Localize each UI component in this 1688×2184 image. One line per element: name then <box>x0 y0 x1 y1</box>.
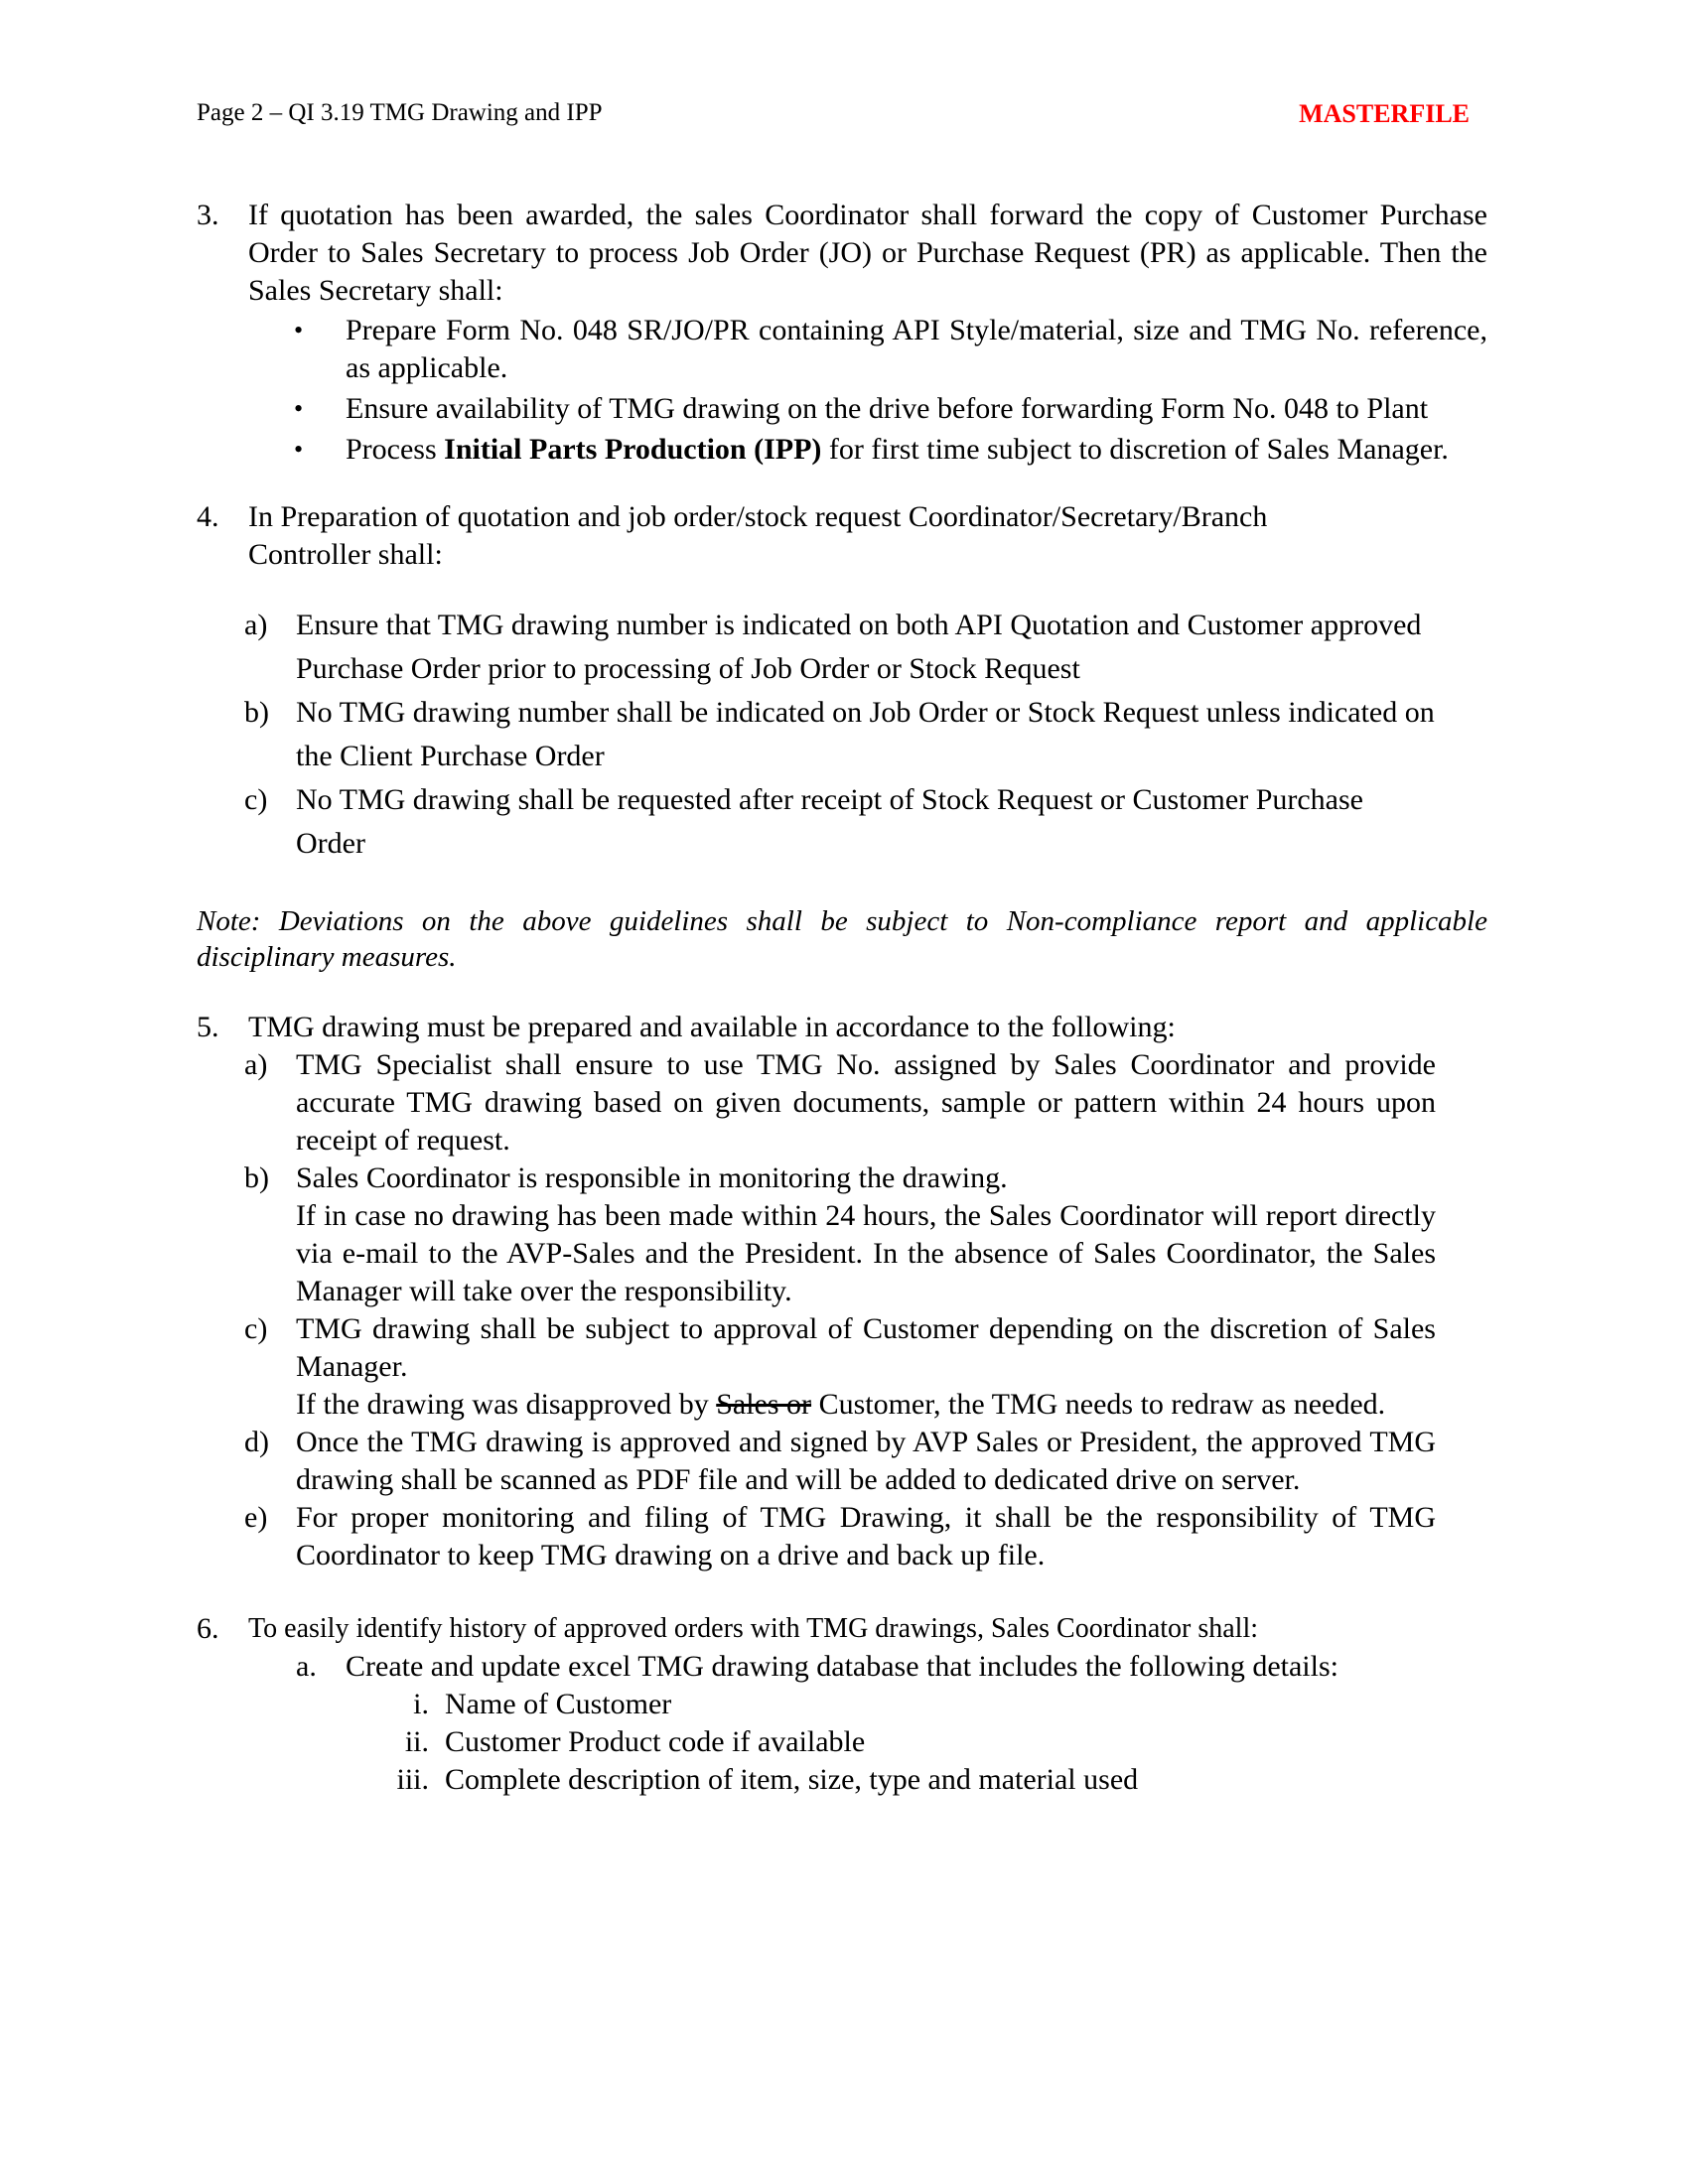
sub-item <box>197 1046 1487 1160</box>
sub-item-text: Ensure that TMG drawing number is indicated on both API Quotation and Customer approved Purchase Order prior to processing of Job Order or Stock Request <box>296 609 1422 685</box>
roman-text: Customer Product code if available <box>445 1725 866 1758</box>
struck-text: Sales or <box>716 1388 812 1421</box>
sub-item <box>197 1648 1487 1686</box>
bullet-item <box>248 431 1487 469</box>
masterfile-label: MASTERFILE <box>1299 99 1470 128</box>
text-pre: If the drawing was disapproved by <box>296 1388 717 1421</box>
bullet-item <box>248 390 1487 428</box>
item-text: To easily identify history of approved orders with TMG drawings, Sales Coordinator shall: <box>248 1613 1259 1644</box>
sub-item <box>197 604 1487 691</box>
roman-label: ii. <box>404 1725 429 1758</box>
sub-item-label: d) <box>244 1426 269 1458</box>
roman-text: Name of Customer <box>445 1688 672 1720</box>
sub-item-text <box>296 1386 1436 1424</box>
roman-item <box>197 1723 1487 1761</box>
item-number: 4. <box>197 500 219 533</box>
item-number: 6. <box>197 1612 219 1645</box>
bullet-text-post: for first time subject to discretion of Sales Manager. <box>821 433 1449 466</box>
sub-item-text: No TMG drawing number shall be indicated on Job Order or Stock Request unless indicated on the Client Purchase Order <box>296 696 1435 772</box>
roman-text: Complete description of item, size, type and material used <box>445 1763 1139 1796</box>
page-header <box>197 99 1470 139</box>
roman-label: i. <box>413 1688 429 1720</box>
sub-item-text: For proper monitoring and filing of TMG Drawing, it shall be the responsibility of TMG Coordinator to keep TMG drawing on a drive and back up file. <box>296 1501 1436 1571</box>
item-number: 3. <box>197 199 219 231</box>
bullet-text-pre: Process <box>346 433 445 466</box>
sub-item-label: a) <box>244 1048 268 1081</box>
sub-item <box>197 778 1487 866</box>
roman-label: iii. <box>396 1763 429 1796</box>
bullet-text: Ensure availability of TMG drawing on the drive before forwarding Form No. 048 to Plant <box>346 392 1429 425</box>
item-text: If quotation has been awarded, the sales Coordinator shall forward the copy of Customer Purchase Order to Sales Secretary to process Job Order (JO) or Purchase Request (PR) as applicable. Then the Sales Secretary shall: <box>248 199 1487 307</box>
sub-item <box>197 691 1487 778</box>
bullet-icon: • <box>294 316 304 344</box>
sub-item-label: b) <box>244 696 269 729</box>
sub-item-label: c) <box>244 1312 268 1345</box>
sub-list <box>197 604 1487 866</box>
sub-item-text: TMG drawing shall be subject to approval of Customer depending on the discretion of Sales Manager. <box>296 1312 1436 1383</box>
item-number: 5. <box>197 1011 219 1043</box>
sub-item-label: a) <box>244 609 268 641</box>
item-text-line-2: Controller shall: <box>248 538 443 571</box>
bullet-icon: • <box>294 394 304 423</box>
sub-item-text: TMG Specialist shall ensure to use TMG No. assigned by Sales Coordinator and provide accurate TMG drawing based on given documents, sample or pattern within 24 hours upon receipt of request. <box>296 1048 1436 1157</box>
roman-item <box>197 1761 1487 1799</box>
bullet-text: Prepare Form No. 048 SR/JO/PR containing API Style/material, size and TMG No. reference, as applicable. <box>346 314 1487 384</box>
text-post: Customer, the TMG needs to redraw as needed. <box>811 1388 1386 1421</box>
sub-item-text: No TMG drawing shall be requested after receipt of Stock Request or Customer Purchase Order <box>296 783 1363 860</box>
document-body <box>197 197 1487 1799</box>
sub-item-text: Once the TMG drawing is approved and signed by AVP Sales or President, the approved TMG drawing shall be scanned as PDF file and will be added to dedicated drive on server. <box>296 1426 1436 1496</box>
sub-list <box>197 1648 1487 1799</box>
header-page-title: Page 2 – QI 3.19 TMG Drawing and IPP <box>197 99 603 126</box>
list-item-3 <box>197 197 1487 310</box>
sub-item <box>197 1424 1487 1499</box>
list-item-5 <box>197 1009 1487 1046</box>
sub-item-label: e) <box>244 1501 268 1534</box>
sub-item <box>197 1499 1487 1574</box>
item-text: TMG drawing must be prepared and available in accordance to the following: <box>248 1011 1176 1043</box>
sub-item <box>197 1310 1487 1424</box>
bullet-text-bold: Initial Parts Production (IPP) <box>444 433 822 466</box>
bullet-icon: • <box>294 435 304 464</box>
list-item-4 <box>197 498 1487 574</box>
list-item-6 <box>197 1610 1487 1648</box>
sub-item-label: c) <box>244 783 268 816</box>
bullet-list <box>197 312 1487 469</box>
sub-item-label: a. <box>296 1650 317 1683</box>
sub-item-text: Sales Coordinator is responsible in monitoring the drawing. <box>296 1161 1008 1194</box>
sub-list <box>197 1046 1487 1574</box>
item-text-line-1: In Preparation of quotation and job order/stock request Coordinator/Secretary/Branch <box>248 500 1268 533</box>
note-text: Note: Deviations on the above guidelines shall be subject to Non-compliance report and applicable disciplinary measures. <box>197 905 1487 973</box>
roman-item <box>197 1686 1487 1723</box>
bullet-item <box>248 312 1487 387</box>
sub-item <box>197 1160 1487 1310</box>
sub-item-text: Create and update excel TMG drawing database that includes the following details: <box>346 1650 1338 1683</box>
sub-item-text: If in case no drawing has been made within 24 hours, the Sales Coordinator will report directly via e-mail to the AVP-Sales and the President. In the absence of Sales Coordinator, the Sales Manager will take over the responsibility. <box>296 1199 1436 1307</box>
sub-item-label: b) <box>244 1161 269 1194</box>
